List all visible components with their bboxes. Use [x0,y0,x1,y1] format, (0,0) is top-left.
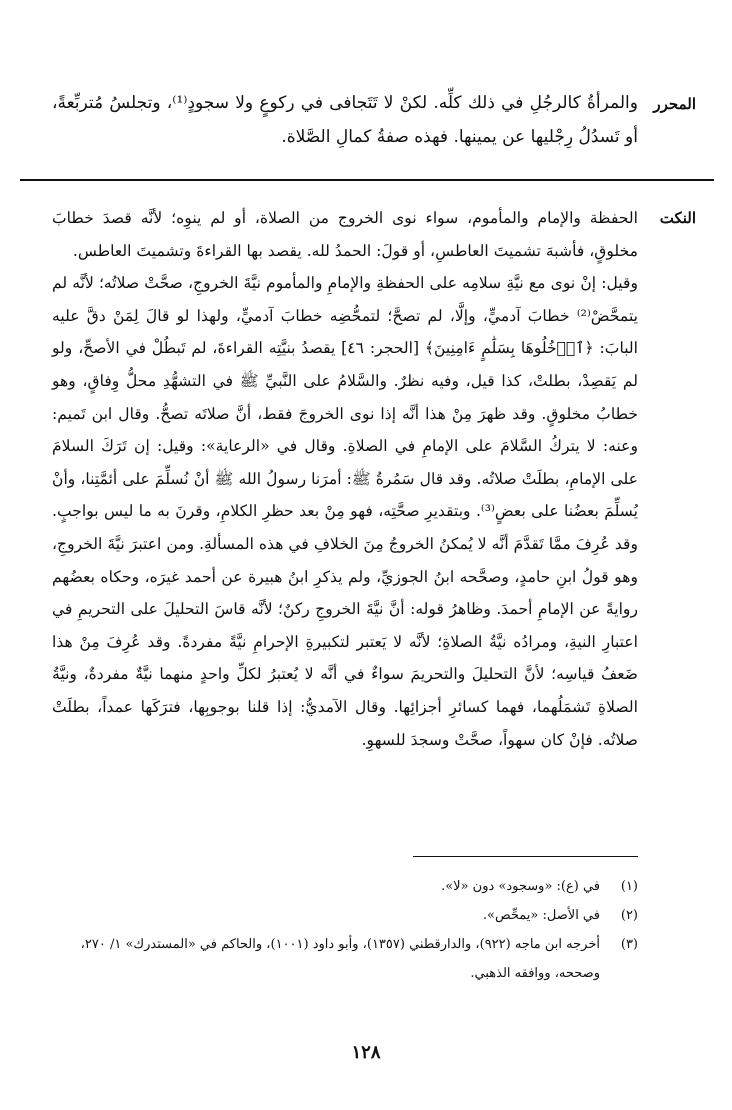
footnote-item [52,930,638,988]
section-divider [20,179,714,181]
footnote-number: (١) [620,879,638,894]
nukat-paragraph: الحفظة والإمام والمأموم، سواء نوى الخروج من الصلاة، أو لم ينوِه؛ لأنَّه قصدَ خطابَ مخلوقٍ، فأشبهَ تشميتَ العاطسِ، أو قولَ: الحمدُ لله. يقصد بها القراءةَ وتشميتَ العاطس. [52,209,638,260]
footnote-text: في (ع): «وسجود» دون «لا». [441,879,600,894]
footnote-rule [413,856,638,857]
footnote-text: أخرجه ابن ماجه (٩٢٢)، والدارقطني (١٣٥٧)، وأبو داود (١٠٠١)، والحاكم في «المستدرك» ١/ ٢٧٠، وصححه، ووافقه الذهبي. [80,937,600,981]
nukat-paragraph: وقيل: إنْ نوى مع نيَّةِ سلامِه على الحفظةِ والإمامِ والمأموم نيَّةَ الخروجِ، صحَّتْ صلاتُه؛ لأنَّه لم يتمحَّضْ⁽²⁾ خطابَ آدميٍّ، وإلَّا، لم تصحَّ؛ لتمحُّضِه خطابَ آدميٍّ، ولهذا لو قالَ لِمَنْ دقَّ عليه البابَ: ﴿ٱدۡخُلُوهَا بِسَلَٰمٍ ءَامِنِينَ﴾ [الحجر: ٤٦] يقصدُ بنيَّتِه القراءةَ، لم تَبطُلْ في الأصحِّ، ولو لم يَقصِدْ، بطلتْ، كذا قيل، وفيه نظرٌ. والسَّلامُ على النَّبيِّ ﷺ في التشهُّدِ محلُّ وِفاقٍ، وهو خطابُ مخلوقٍ. وقد ظهرَ مِنْ هذا أنَّه إذا نوى الخروجَ فقط، أنَّ صلاتَه تصحُّ. وقال ابن تَميم: وعنه: لا يتركُ السَّلامَ على الإمامِ في الصلاةِ. وقال في «الرعاية»: وقيل: إن تَرَكَ السلامَ على الإمامِ، بطلَتْ صلاتُه. وقد قال سَمُرةُ ﷺ: أمرَنا رسولُ الله ﷺ أنْ نُسلِّمَ على أئمَّتِنا، وأنْ يُسلِّمَ بعضُنا على بعضٍ⁽³⁾. وبتقديرِ صحَّتِه، فهو مِنْ بعد حظرِ الكلامِ، وقرنَ به ما ليس بواجبٍ. وقد عُرِفَ ممَّا تَقدَّمَ أنَّه لا يُمكنُ الخروجُ مِنَ الخلافِ في هذه المسألةِ. ومن اعتبرَ نيَّةَ الخروجِ، وهو قولُ ابنِ حامدٍ، وصحَّحه ابنُ الجوزيِّ، ولم يذكرِ ابنُ هبيرة عن أحمد غيرَه، وحكاه بعضُهم روايةً عن الإمامِ أحمدَ. وظاهرُ قوله: أنَّ نيَّةَ الخروجِ ركنٌ؛ لأنَّه قاسَ التحليلَ على التحريمِ في اعتبارِ النيةِ، ومرادُه نيَّةُ الصلاةِ؛ لأنَّه لا يَعتبر لتكبيرةِ الإحرامِ نيَّةً مفردةً. وقد عُرِفَ مِنْ هذا ضَعفُ قياسِه؛ لأنَّ التحليلَ والتحريمَ سواءٌ في أنَّه لا يُعتبرُ لكلِّ واحدٍ منهما نيَّةٌ مفردةٌ، ونيَّةُ الصلاةِ تَشمَلُهما، فهما كسائرِ أجزائِها. وقال الآمديُّ: إذا قلنا بوجوبِها، فترَكَها عمداً، بطلَتْ صلاتُه. فإنْ كان سهواً، صحَّتْ وسجدَ للسهوِ. [52,274,639,749]
muharrar-text: والمرأةُ كالرجُلِ في ذلك كلِّه. لكنْ لا تَتَجافى في ركوعٍ ولا سجودٍ⁽¹⁾، وتجلسُ مُتربِّعةً، أو تَسدُلُ رِجْليها عن يمينها. فهذه صفةُ كمالِ الصَّلاة. [52,93,638,147]
nukat-label: النكت [659,209,696,227]
page-number: ١٢٨ [351,1042,381,1063]
footnote-item [52,872,638,901]
nukat-text [52,202,638,756]
muharrar-label: المحرر [653,95,696,113]
footnote-number: (٣) [620,937,638,952]
footnotes [52,872,638,988]
footnote-number: (٢) [620,908,638,923]
footnote-item [52,901,638,930]
footnote-text: في الأصل: «يمحِّص». [482,908,600,923]
